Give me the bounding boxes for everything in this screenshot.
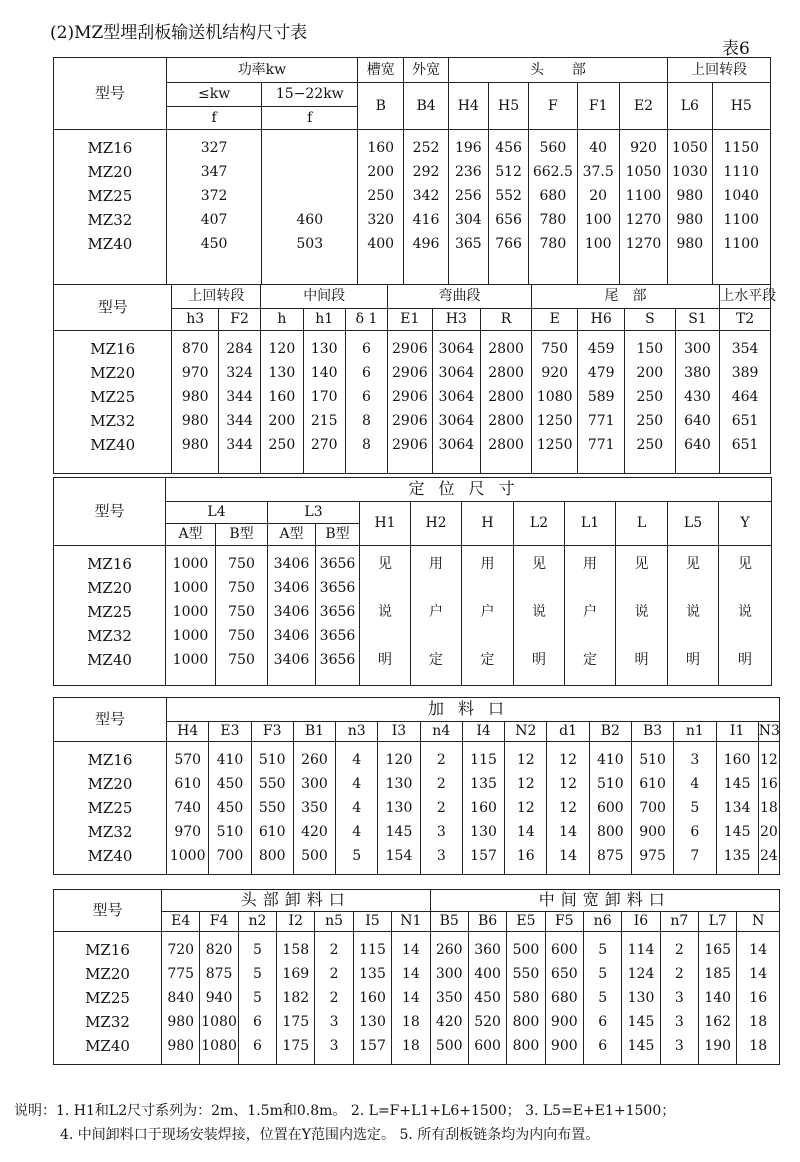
- data-col: 196 236 256 304 365: [448, 130, 488, 285]
- data-col: 260 300 350 420 500: [293, 742, 335, 875]
- col-header: n5: [315, 912, 353, 932]
- col-header: H5: [712, 83, 771, 130]
- data-col: 14 14 14 18 18: [392, 932, 430, 1065]
- col-header: I6: [622, 912, 660, 932]
- upper-horizontal-header: 上水平段: [720, 285, 771, 309]
- col-header: E: [531, 309, 578, 331]
- table-feed-inlet: [53, 697, 780, 875]
- l3-header: L3: [268, 502, 360, 524]
- data-col: 510 550 550 610 800: [251, 742, 293, 875]
- vertical-note: 见 说 明: [514, 546, 565, 686]
- table-number: 表6: [722, 39, 750, 59]
- data-col: 3656 3656 3656 3656 3656: [316, 546, 360, 686]
- col-header: N1: [392, 912, 430, 932]
- model-list: MZ16 MZ20 MZ25 MZ32 MZ40: [54, 546, 166, 686]
- positioning-header: 定位尺寸: [166, 478, 772, 502]
- col-header: L: [616, 502, 668, 546]
- footnote-line-2: 4. 中间卸料口于现场安装焊接，位置在Y范围内选定。 5. 所有刮板链条均为内向布置。: [60, 1127, 600, 1143]
- table-positioning: [53, 477, 772, 686]
- type-a-header: A型: [268, 524, 316, 546]
- col-header: I1: [716, 722, 758, 742]
- col-header: S1: [675, 309, 719, 331]
- data-col: 2 2 2 3 3: [315, 932, 353, 1065]
- col-header: n7: [660, 912, 698, 932]
- data-col: 114 124 130 145 145: [622, 932, 660, 1065]
- table-mid-tail: [53, 284, 777, 474]
- model-header: 型号: [54, 478, 166, 546]
- data-col: 40 37.5 20 100 100: [577, 130, 619, 285]
- col-header: E2: [619, 83, 667, 130]
- col-header: H4: [167, 722, 209, 742]
- model-list: MZ16 MZ20 MZ25 MZ32 MZ40: [54, 932, 162, 1065]
- col-header: I5: [353, 912, 391, 932]
- data-col: 12 12 12 14 14: [547, 742, 589, 875]
- col-header: δ 1: [345, 309, 387, 331]
- data-col: 300 380 430 640 640: [675, 331, 719, 474]
- vertical-note: 用 户 定: [462, 546, 514, 686]
- type-b-header: B型: [216, 524, 268, 546]
- col-header: B: [358, 83, 404, 130]
- data-col: 327 347 372 407 450: [166, 130, 262, 285]
- data-col: 1050 1030 980 980 980: [668, 130, 712, 285]
- data-col: 12 12 12 14 16: [505, 742, 547, 875]
- model-header: 型号: [54, 285, 172, 331]
- head-discharge-header: 头部卸料口: [162, 890, 431, 912]
- col-header: H6: [578, 309, 625, 331]
- col-header: d1: [547, 722, 589, 742]
- data-col: 560 662.5 680 780 780: [529, 130, 577, 285]
- table-discharge: [53, 889, 780, 1065]
- col-header: B2: [589, 722, 631, 742]
- col-header: H1: [360, 502, 411, 546]
- col-header: F5: [545, 912, 583, 932]
- data-col: 1000 1000 1000 1000 1000: [166, 546, 216, 686]
- outer-width-header: 外宽: [404, 58, 448, 83]
- col-header: n1: [674, 722, 716, 742]
- type-b-header: B型: [316, 524, 360, 546]
- col-header: E5: [507, 912, 545, 932]
- col-header: F4: [200, 912, 238, 932]
- col-header: H4: [448, 83, 488, 130]
- table-power-head: [53, 57, 771, 285]
- col-header: B4: [404, 83, 448, 130]
- col-header: h3: [172, 309, 219, 331]
- data-col: 460 503: [262, 130, 358, 285]
- data-col: 12 16 18 20 24: [758, 742, 779, 875]
- col-header: T2: [720, 309, 771, 331]
- col-header: n6: [583, 912, 621, 932]
- data-col: 354 389 464 651 651: [720, 331, 771, 474]
- col-header: N2: [505, 722, 547, 742]
- col-header: H3: [432, 309, 481, 331]
- model-header: 型号: [54, 698, 167, 742]
- middle-section-header: 中间段: [261, 285, 388, 309]
- data-col: 410 510 600 800 875: [589, 742, 631, 875]
- col-header: S: [624, 309, 675, 331]
- col-header: n4: [420, 722, 462, 742]
- data-col: 2906 2906 2906 2906 2906: [388, 331, 432, 474]
- data-col: 3 4 5 6 7: [674, 742, 716, 875]
- head-section-header: 头 部: [448, 58, 668, 83]
- data-col: 720 775 840 980 980: [162, 932, 200, 1065]
- data-col: 2800 2800 2800 2800 2800: [481, 331, 532, 474]
- data-col: 158 169 182 175 175: [277, 932, 315, 1065]
- col-header: H2: [411, 502, 462, 546]
- data-col: 1150 1110 1040 1100 1100: [712, 130, 771, 285]
- col-header: H5: [488, 83, 528, 130]
- vertical-note: 见 说 明: [719, 546, 772, 686]
- model-header: 型号: [54, 890, 162, 932]
- col-header: E3: [209, 722, 251, 742]
- data-col: 459 479 589 771 771: [578, 331, 625, 474]
- data-col: 456 512 552 656 766: [488, 130, 528, 285]
- type-a-header: A型: [166, 524, 216, 546]
- l4-header: L4: [166, 502, 268, 524]
- col-header: I4: [462, 722, 504, 742]
- groove-width-header: 槽宽: [358, 58, 404, 83]
- table-data-row: [54, 546, 772, 686]
- col-header: B3: [631, 722, 673, 742]
- data-col: 165 185 140 162 190: [699, 932, 737, 1065]
- data-col: 2 2 2 3 3: [420, 742, 462, 875]
- data-col: 510 610 700 900 975: [631, 742, 673, 875]
- col-header: N: [737, 912, 780, 932]
- col-header: L1: [565, 502, 616, 546]
- data-col: 150 200 250 250 250: [624, 331, 675, 474]
- power-sub2: 15−22kw: [262, 83, 358, 107]
- data-col: 750 920 1080 1250 1250: [531, 331, 578, 474]
- curved-section-header: 弯曲段: [388, 285, 532, 309]
- data-col: 4 4 4 4 5: [336, 742, 378, 875]
- data-col: 600 650 680 900 900: [545, 932, 583, 1065]
- document-title: (2)MZ型埋刮板输送机结构尺寸表: [50, 23, 308, 43]
- data-col: 115 135 160 130 157: [462, 742, 504, 875]
- data-col: 120 130 160 200 250: [261, 331, 303, 474]
- data-col: 284 324 344 344 344: [218, 331, 260, 474]
- f-label: f: [262, 107, 358, 130]
- data-col: 160 145 134 145 135: [716, 742, 758, 875]
- f-label: f: [166, 107, 262, 130]
- data-col: 130 140 170 215 270: [303, 331, 345, 474]
- table-data-row: [54, 742, 780, 875]
- model-list: MZ16 MZ20 MZ25 MZ32 MZ40: [54, 331, 172, 474]
- col-header: B6: [468, 912, 506, 932]
- col-header: L5: [668, 502, 719, 546]
- table-data-row: [54, 331, 771, 474]
- data-col: 3406 3406 3406 3406 3406: [268, 546, 316, 686]
- table-data-row: [54, 130, 771, 285]
- col-header: I2: [277, 912, 315, 932]
- col-header: F1: [577, 83, 619, 130]
- vertical-note: 见 说 明: [668, 546, 719, 686]
- vertical-note: 见 说 明: [616, 546, 668, 686]
- data-col: 5 5 5 6 6: [238, 932, 276, 1065]
- data-col: 6 6 6 8 8: [345, 331, 387, 474]
- col-header: B5: [430, 912, 468, 932]
- vertical-note: 见 说 明: [360, 546, 411, 686]
- data-col: 500 550 580 800 800: [507, 932, 545, 1065]
- model-list: MZ16 MZ20 MZ25 MZ32 MZ40: [54, 742, 167, 875]
- data-col: 252 292 342 416 496: [404, 130, 448, 285]
- col-header: N3: [758, 722, 779, 742]
- data-col: 920 1050 1100 1270 1270: [619, 130, 667, 285]
- col-header: n3: [336, 722, 378, 742]
- data-col: 14 14 16 18 18: [737, 932, 780, 1065]
- data-col: 360 400 450 520 600: [468, 932, 506, 1065]
- tail-section-header: 尾 部: [531, 285, 719, 309]
- footnote-line-1: 说明：1. H1和L2尺寸系列为：2m、1.5m和0.8m。 2. L=F+L1+L6+1500； 3. L5=E+E1+1500；: [14, 1103, 676, 1119]
- col-header: n2: [238, 912, 276, 932]
- data-col: 120 130 130 145 154: [378, 742, 420, 875]
- vertical-note: 用 户 定: [411, 546, 462, 686]
- data-col: 160 200 250 320 400: [358, 130, 404, 285]
- upper-turn-header: 上回转段: [668, 58, 771, 83]
- col-header: h1: [303, 309, 345, 331]
- col-header: F3: [251, 722, 293, 742]
- col-header: I3: [378, 722, 420, 742]
- power-header: 功率kw: [166, 58, 357, 83]
- col-header: h: [261, 309, 303, 331]
- data-col: 5 5 5 6 6: [583, 932, 621, 1065]
- upper-turn-header: 上回转段: [172, 285, 261, 309]
- middle-discharge-header: 中间宽卸料口: [430, 890, 779, 912]
- data-col: 750 750 750 750 750: [216, 546, 268, 686]
- data-col: 115 135 160 130 157: [353, 932, 391, 1065]
- data-col: 2 2 3 3 3: [660, 932, 698, 1065]
- model-header: 型号: [54, 58, 167, 130]
- col-header: E1: [388, 309, 432, 331]
- data-col: 3064 3064 3064 3064 3064: [432, 331, 481, 474]
- power-sub1: ≤kw: [166, 83, 262, 107]
- col-header: B1: [293, 722, 335, 742]
- vertical-note: 用 户 定: [565, 546, 616, 686]
- col-header: E4: [162, 912, 200, 932]
- col-header: L7: [699, 912, 737, 932]
- col-header: Y: [719, 502, 772, 546]
- col-header: H: [462, 502, 514, 546]
- data-col: 410 450 450 510 700: [209, 742, 251, 875]
- col-header: F2: [218, 309, 260, 331]
- col-header: L2: [514, 502, 565, 546]
- data-col: 870 970 980 980 980: [172, 331, 219, 474]
- feed-inlet-header: 加料口: [167, 698, 780, 722]
- col-header: R: [481, 309, 532, 331]
- table-data-row: [54, 932, 780, 1065]
- data-col: 570 610 740 970 1000: [167, 742, 209, 875]
- col-header: F: [529, 83, 577, 130]
- data-col: 820 875 940 1080 1080: [200, 932, 238, 1065]
- col-header: L6: [668, 83, 712, 130]
- data-col: 260 300 350 420 500: [430, 932, 468, 1065]
- model-list: MZ16 MZ20 MZ25 MZ32 MZ40: [54, 130, 167, 285]
